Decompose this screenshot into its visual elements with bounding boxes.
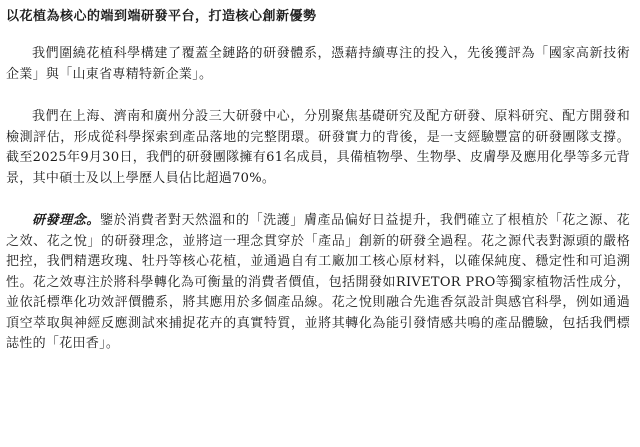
- paragraph-text: 我們在上海、濟南和廣州分設三大研發中心，分別聚焦基礎研究及配方研發、原料研究、配方開發和檢測評估，形成從科學探索到產品落地的完整閉環。研發實力的背後，是一支經驗豐富的研發團隊支撐。截至2025年9月30日，我們的研發團隊擁有61名成員，具備植物學、生物學、皮膚學及應用化學等多元背景，其中碩士及以上學歷人員佔比超過70%。: [6, 109, 630, 186]
- paragraph-rd-centers: [6, 107, 630, 189]
- paragraph-text: 我們圍繞花植科學構建了覆蓋全鏈路的研發體系，憑藉持續專注的投入，先後獲評為「國家高新技術企業」與「山東省專精特新企業」。: [6, 46, 630, 82]
- section-heading: 以花植為核心的端到端研發平台，打造核心創新優勢: [6, 9, 317, 24]
- paragraph-rd-system: [6, 44, 630, 85]
- paragraph-text: 鑒於消費者對天然溫和的「洗護」膚產品偏好日益提升，我們確立了根植於「花之源、花之效、花之悅」的研發理念，並將這一理念貫穿於「產品」創新的研發全過程。花之源代表對源頭的嚴格把控，我們精選玫瑰、牡丹等核心花植，並通過自有工廠加工核心原材料，以確保純度、穩定性和可追溯性。花之效專注於將科學轉化為可衡量的消費者價值，包括開發如RIVETOR PRO等獨家植物活性成分，並依託標準化功效評價體系，將其應用於多個產品線。花之悅則融合先進香氛設計與感官科學，例如通過頂空萃取與神經反應測試來捕捉花卉的真實特質，並將其轉化為能引發情感共鳴的產品體驗，包括我們標誌性的「花田香」。: [6, 213, 630, 351]
- paragraph-rd-philosophy: [6, 211, 630, 355]
- paragraph-label: 研發理念。: [32, 213, 100, 228]
